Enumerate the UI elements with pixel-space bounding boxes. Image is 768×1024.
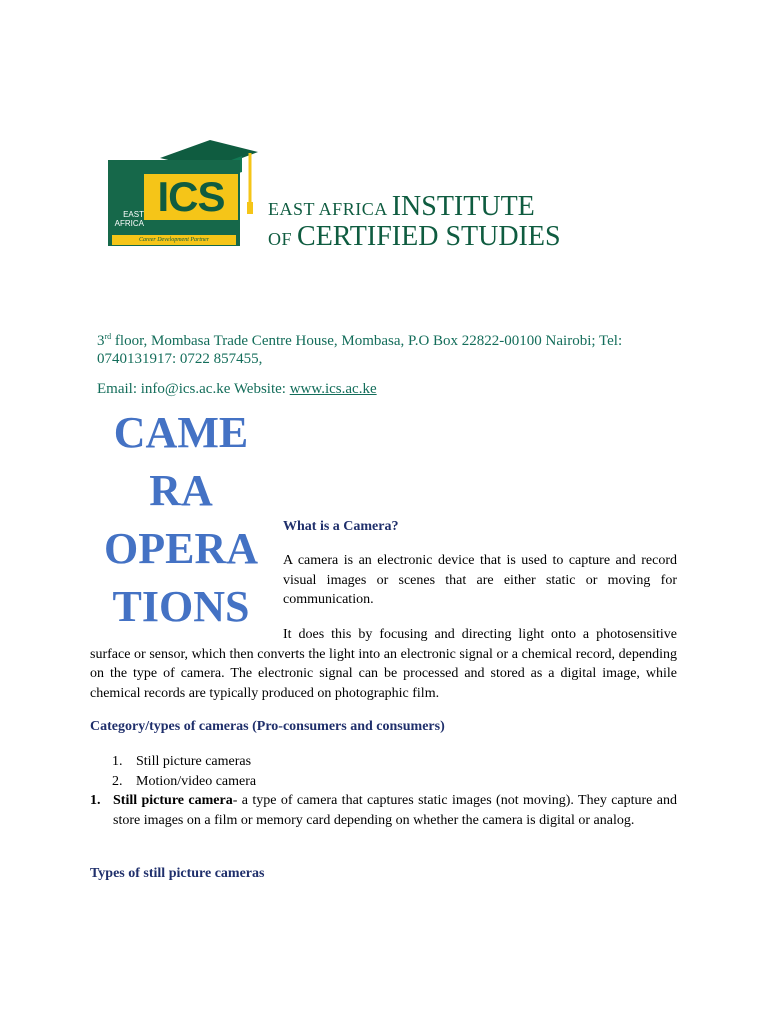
title-line: CAME <box>113 408 249 457</box>
website-link[interactable]: www.ics.ac.ke <box>289 381 377 397</box>
title-line: TIONS <box>112 582 250 631</box>
title-line: OPERA <box>104 524 258 573</box>
list-item: 1. Still picture cameras <box>112 754 252 769</box>
still-camera-term: Still picture camera <box>113 793 233 808</box>
what-is-camera-paragraph: A camera is an electronic device that is used to capture and record visual images or scenes that are either static or moving for communication. <box>283 553 677 607</box>
still-camera-definition: 1. Still picture camera- a type of camera that captures static images (not moving). They capture and store images on a film or memory card depending on whether the camera is digital or analog. <box>90 793 677 828</box>
document-title <box>95 404 267 636</box>
list-item: 2. Motion/video camera <box>112 774 257 789</box>
still-camera-types-heading: Types of still picture cameras <box>90 866 265 881</box>
logo-east-africa: EAST AFRICA <box>114 210 144 228</box>
what-is-camera-heading: What is a Camera? <box>283 519 399 534</box>
logo-ics-text: ICS <box>144 174 238 220</box>
logo-name-line1: EAST AFRICA INSTITUTE <box>268 191 535 222</box>
category-list <box>112 752 256 792</box>
email-line: Email: info@ics.ac.ke Website: www.ics.ac.ke <box>97 381 377 397</box>
logo-name-line2: OF CERTIFIED STUDIES <box>268 221 561 252</box>
how-camera-works-paragraph: It does this by focusing and directing light onto a photosensitive surface or sensor, which then converts the light into an electronic signal or a chemical record, depending on the type of camera. The electronic signal can be processed and stored as a digital image, while chemical records are typically produced on photographic film. <box>90 627 677 701</box>
institute-logo <box>108 136 638 256</box>
logo-tagline: Career Development Partner <box>112 235 236 245</box>
address-text: 3rd floor, Mombasa Trade Centre House, Mombasa, P.O Box 22822-00100 Nairobi; Tel: 0740131917: 0722 857455, <box>97 332 623 367</box>
category-heading: Category/types of cameras (Pro-consumers and consumers) <box>90 719 445 734</box>
title-line: RA <box>149 466 213 515</box>
